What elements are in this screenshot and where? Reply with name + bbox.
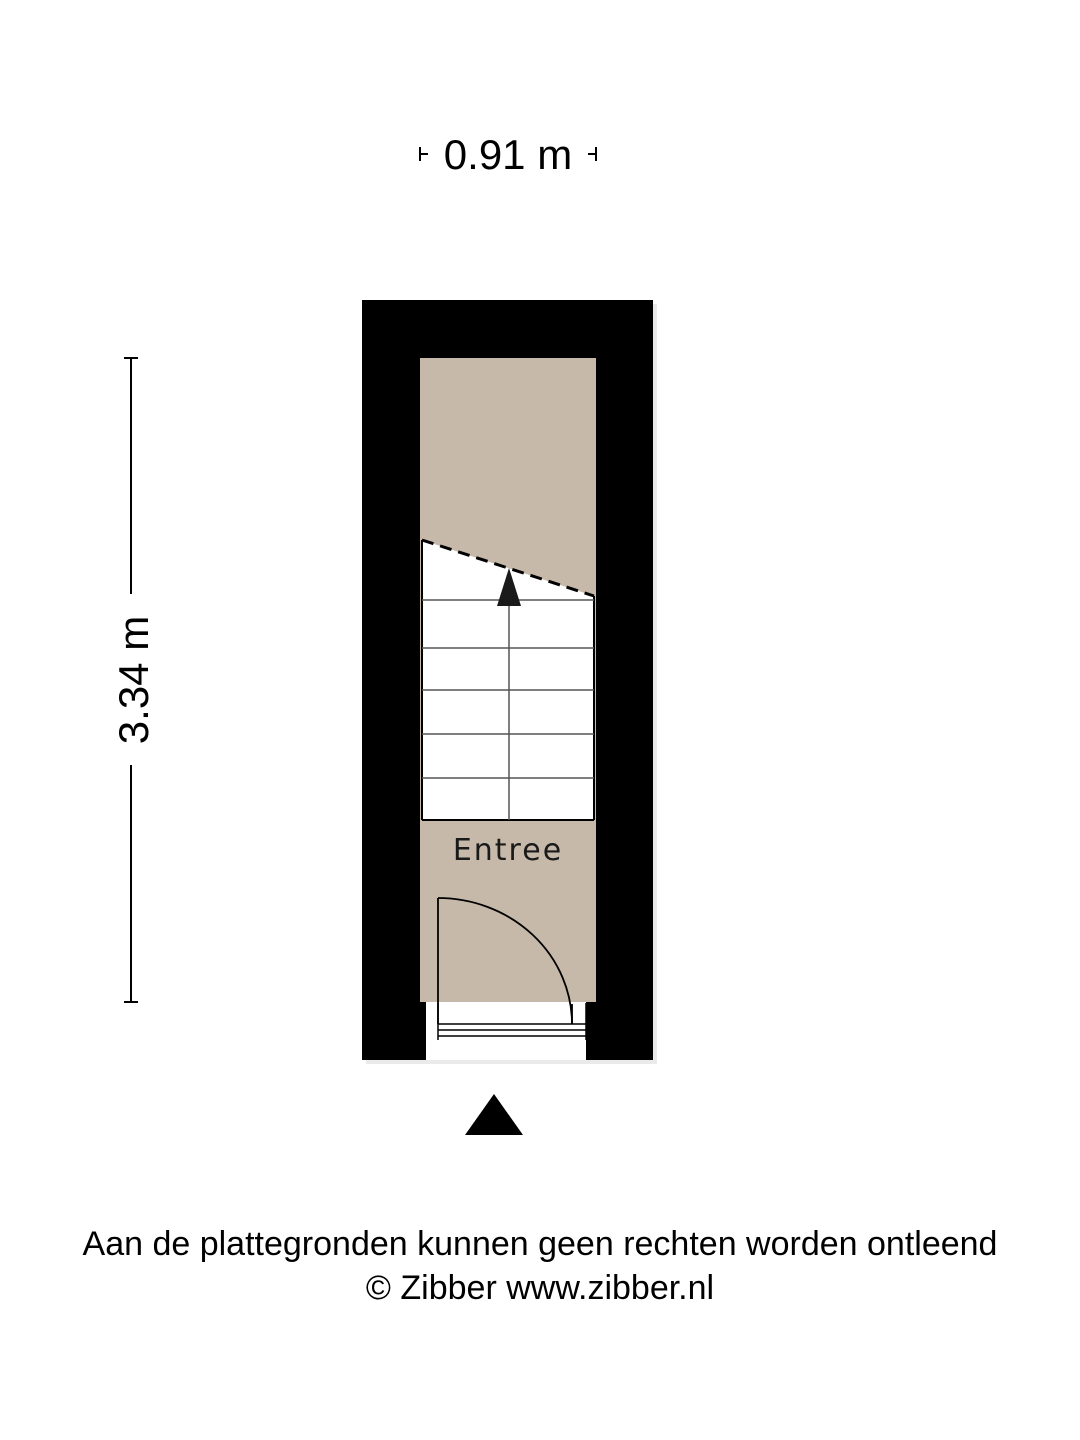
door-opening	[426, 1002, 586, 1060]
copyright-text: © Zibber www.zibber.nl	[365, 1269, 715, 1307]
width-dimension-label: 0.91 m	[443, 131, 573, 178]
room-label-entree: Entree	[452, 833, 564, 868]
width-dimension	[420, 131, 596, 178]
height-dimension	[110, 358, 157, 1002]
footer	[0, 1222, 1080, 1310]
disclaimer-text: Aan de plattegronden kunnen geen rechten worden ontleend	[82, 1225, 998, 1263]
entrance-arrow-icon	[465, 1094, 523, 1135]
height-dimension-label: 3.34 m	[110, 615, 157, 745]
